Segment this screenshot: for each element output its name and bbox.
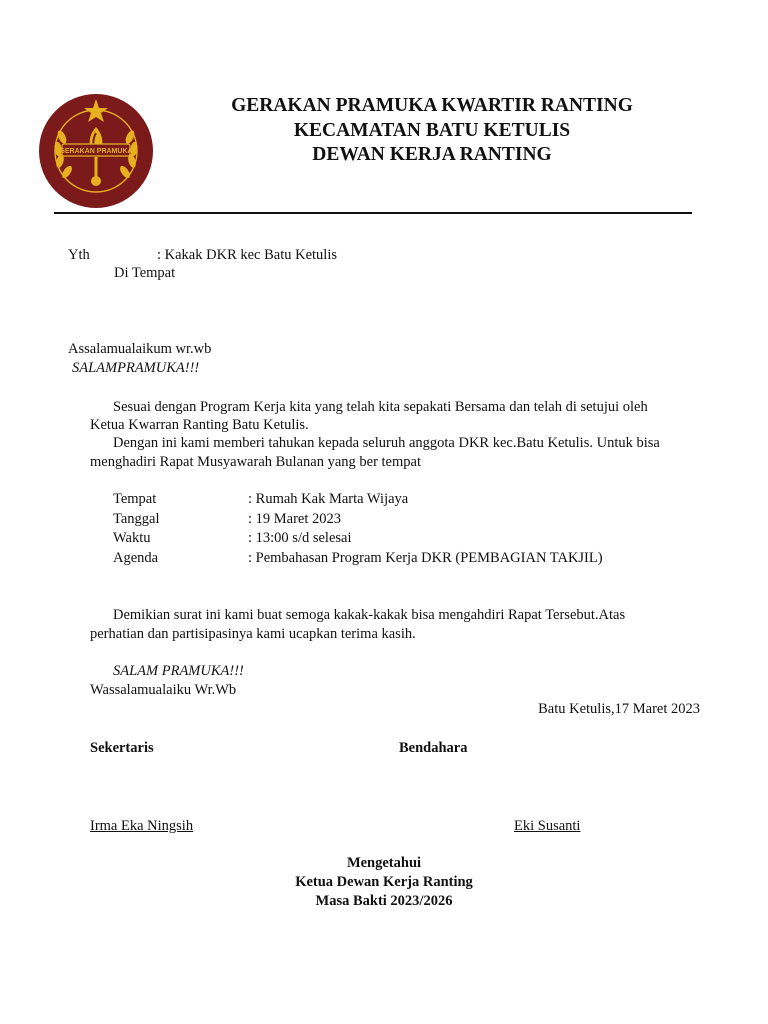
body-p2-line2: menghadiri Rapat Musyawarah Bulanan yang ber tempat: [90, 454, 421, 470]
header-line-3: DEWAN KERJA RANTING: [312, 144, 552, 165]
header-line-1: GERAKAN PRAMUKA KWARTIR RANTING: [231, 95, 633, 116]
recipient-value: : Kakak DKR kec Batu Ketulis: [157, 247, 338, 263]
closing-wassalam: Wassalamualaiku Wr.Wb: [90, 682, 237, 698]
detail-value: : Rumah Kak Marta Wijaya: [248, 491, 409, 507]
approval-line-2: Ketua Dewan Kerja Ranting: [295, 874, 473, 890]
body-p1-line2: Ketua Kwarran Ranting Batu Ketulis.: [90, 417, 309, 433]
detail-label: Agenda: [113, 550, 159, 566]
signature-right-name: Eki Susanti: [514, 818, 581, 834]
header-rule: [54, 212, 692, 214]
signature-left-title: Sekertaris: [90, 740, 154, 756]
detail-value: : 19 Maret 2023: [248, 511, 342, 527]
greeting-opening: Assalamualaikum wr.wb: [68, 341, 212, 357]
body-p1-line1: Sesuai dengan Program Kerja kita yang telah kita sepakati Bersama dan telah di setujui oleh: [113, 399, 648, 415]
detail-label: Tempat: [113, 491, 157, 507]
logo-text: GERAKAN PRAMUKA: [59, 148, 133, 155]
signature-right-title: Bendahara: [399, 740, 468, 756]
closing-line-2: perhatian dan partisipasinya kami ucapkan terima kasih.: [90, 626, 416, 642]
signature-left-name: Irma Eka Ningsih: [90, 818, 194, 834]
greeting-salam: SALAMPRAMUKA!!!: [72, 360, 200, 376]
recipient-label: Yth: [68, 247, 90, 263]
detail-label: Tanggal: [113, 511, 160, 527]
body-p2-line1: Dengan ini kami memberi tahukan kepada seluruh anggota DKR kec.Batu Ketulis. Untuk bisa: [113, 435, 660, 451]
detail-label: Waktu: [113, 530, 151, 546]
pramuka-emblem-icon: [38, 93, 154, 209]
approval-line-1: Mengetahui: [346, 855, 422, 871]
closing-salam: SALAM PRAMUKA!!!: [113, 663, 244, 679]
header-line-2: KECAMATAN BATU KETULIS: [293, 120, 571, 141]
closing-line-1: Demikian surat ini kami buat semoga kakak-kakak bisa mengahdiri Rapat Tersebut.Atas: [113, 607, 626, 623]
detail-value: : Pembahasan Program Kerja DKR (PEMBAGIAN TAKJIL): [248, 550, 603, 566]
place-date: Batu Ketulis,17 Maret 2023: [538, 701, 700, 717]
recipient-place: Di Tempat: [114, 265, 176, 281]
approval-line-3: Masa Bakti 2023/2026: [315, 893, 453, 909]
detail-value: : 13:00 s/d selesai: [248, 530, 352, 546]
